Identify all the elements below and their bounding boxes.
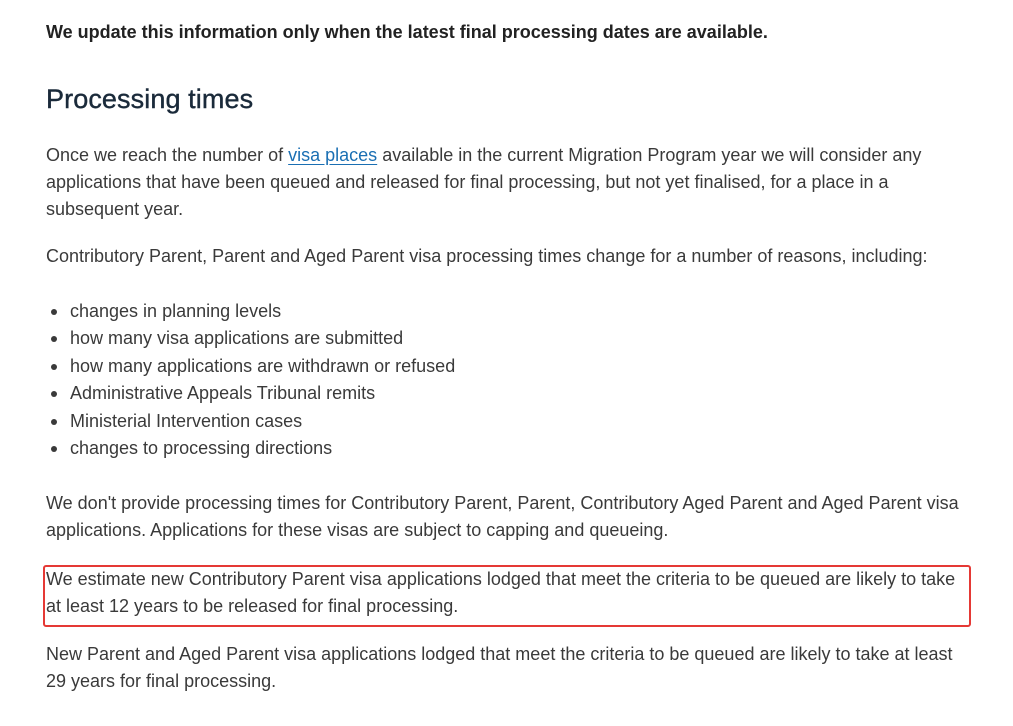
paragraph-text-after-link: available in the current Migration Program year we will consider any applications that have been queued and released for final processing, but not yet finalised, for a place in a subsequent year. [46,145,922,219]
visa-places-paragraph [46,142,971,223]
list-item-text: Administrative Appeals Tribunal remits [70,383,376,404]
contributory-parent-estimate-paragraph: We estimate new Contributory Parent visa applications lodged that meet the criteria to be queued are likely to take at least 12 years to be released for final processing. [46,569,956,616]
visa-places-link[interactable]: visa places [288,145,378,165]
reasons-intro-paragraph: Contributory Parent, Parent and Aged Parent visa processing times change for a number of reasons, including: [46,246,928,266]
list-item [46,325,455,352]
bullet-icon [51,336,57,342]
update-notice: We update this information only when the latest final processing dates are available. [46,22,768,42]
list-item-text: changes in planning levels [70,301,282,321]
bullet-icon [51,391,57,397]
list-item [46,435,455,462]
no-processing-times-paragraph: We don't provide processing times for Contributory Parent, Parent, Contributory Aged Parent and Aged Parent visa applications. Applications for these visas are subject to capping and queueing. [46,493,959,540]
list-item-text: how many applications are withdrawn or refused [70,355,456,376]
list-item-text: Ministerial Intervention cases [70,410,303,431]
reasons-list [46,298,455,462]
bullet-icon [51,446,57,452]
list-item-text: how many visa applications are submitted [70,328,404,349]
list-item [46,298,455,325]
list-item-text: changes to processing directions [70,438,333,459]
highlight-annotation-box [43,565,971,627]
page-title: Processing times [46,84,254,114]
list-item [46,353,455,380]
parent-aged-parent-estimate-paragraph: New Parent and Aged Parent visa applications lodged that meet the criteria to be queued are likely to take at least 29 years for final processing. [46,644,953,691]
paragraph-text-before-link: Once we reach the number of [46,145,289,165]
bullet-icon [51,419,57,425]
bullet-icon [51,309,57,315]
list-item [46,408,455,435]
bullet-icon [51,364,57,370]
list-item [46,380,455,407]
